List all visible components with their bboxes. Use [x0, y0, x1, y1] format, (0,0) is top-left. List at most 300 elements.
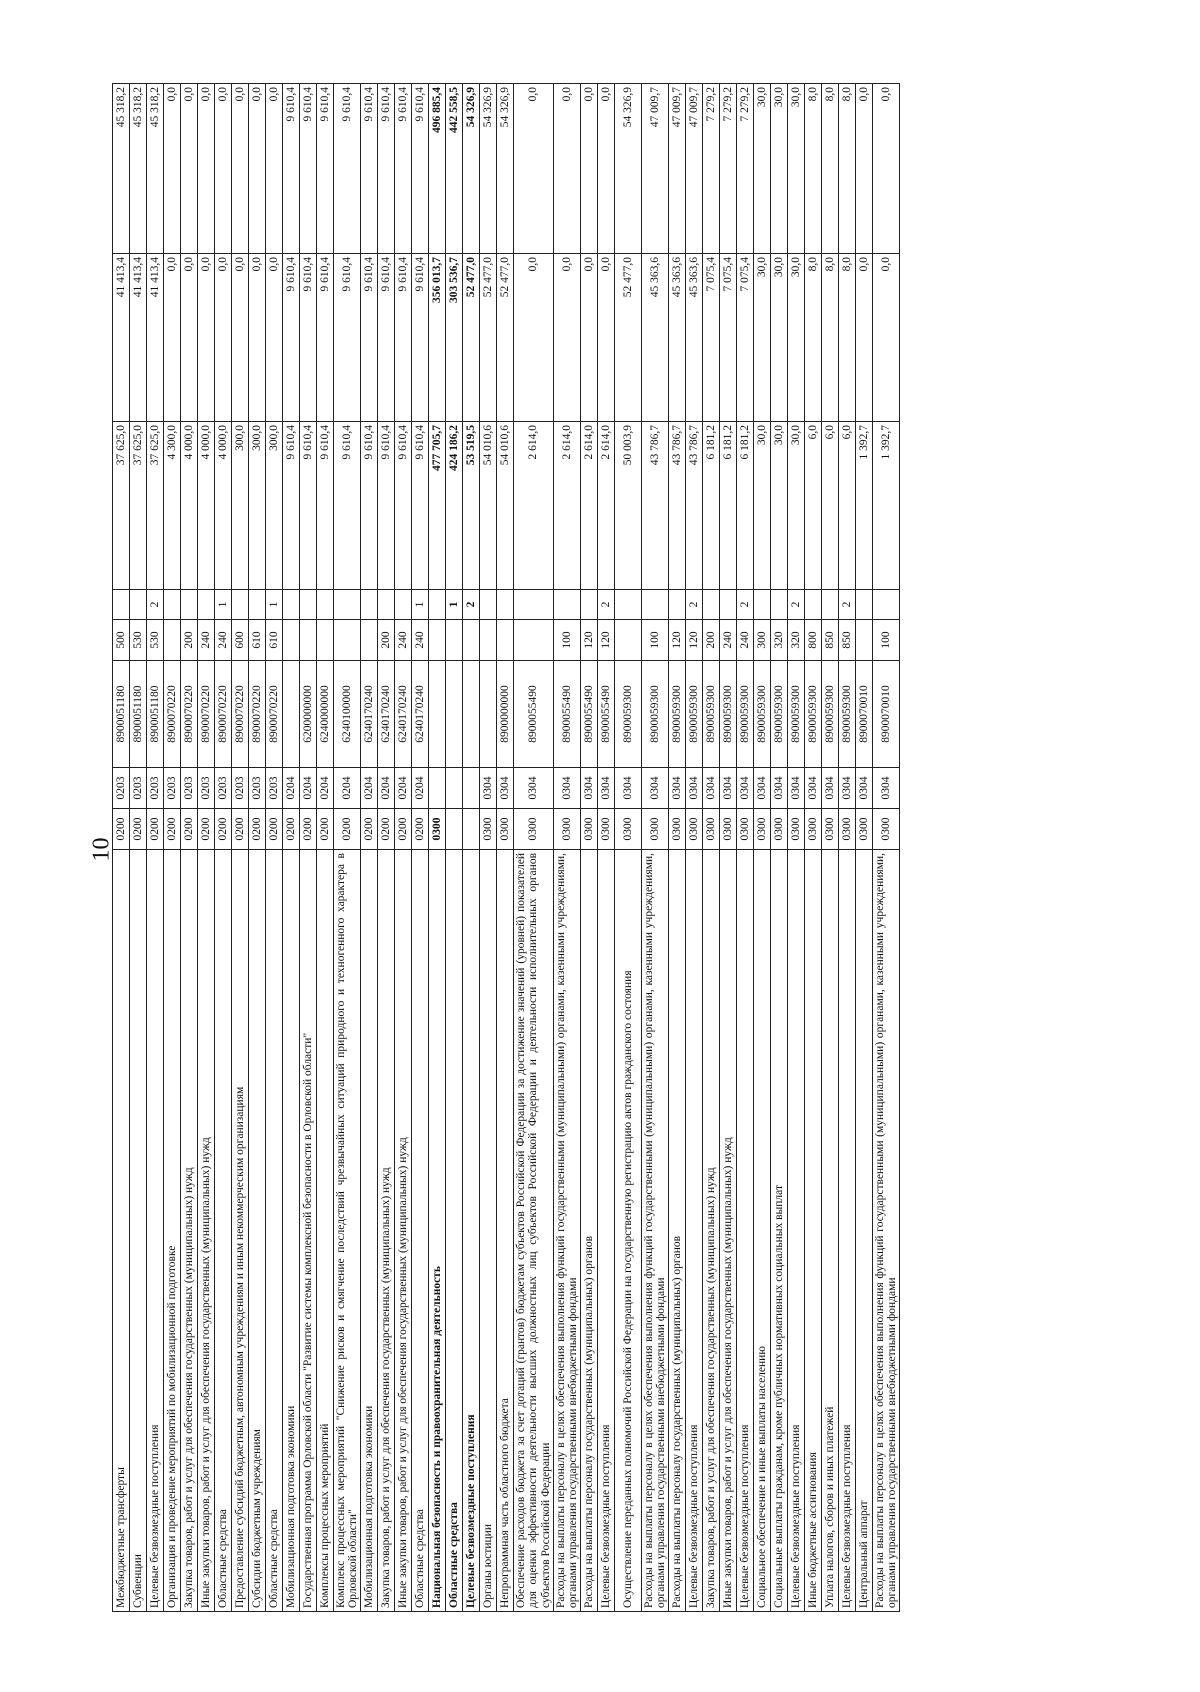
razdel [463, 809, 480, 850]
razdel: 0300 [805, 809, 822, 850]
source-code [130, 590, 147, 620]
row-name: Социальное обеспечение и иные выплаты населению [754, 850, 771, 1612]
target-article: 8900055490 [514, 661, 554, 768]
amount-year-3: 0,0 [232, 84, 249, 254]
razdel: 0200 [215, 809, 232, 850]
podrazdel: 0304 [771, 768, 788, 809]
amount-year-2: 9 610,4 [412, 254, 429, 422]
source-code [361, 590, 378, 620]
table-row [412, 84, 429, 1612]
razdel: 0300 [822, 809, 839, 850]
source-code [334, 590, 361, 620]
source-code [164, 590, 181, 620]
source-code: 1 [215, 590, 232, 620]
row-name: Субвенции [130, 850, 147, 1612]
podrazdel: 0203 [198, 768, 215, 809]
source-code: 2 [737, 590, 754, 620]
razdel: 0300 [429, 809, 446, 850]
razdel: 0200 [334, 809, 361, 850]
rotated-table-wrapper [112, 84, 1097, 1612]
row-name: Организация и проведение мероприятий по мобилизационной подготовке [164, 850, 181, 1612]
target-article: 8900059300 [839, 661, 856, 768]
amount-year-3: 45 318,2 [113, 84, 130, 254]
amount-year-2: 41 413,4 [113, 254, 130, 422]
razdel: 0300 [554, 809, 581, 850]
row-name: Расходы на выплаты персоналу государственных (муниципальных) органов [581, 850, 598, 1612]
table-row [130, 84, 147, 1612]
table-row [497, 84, 514, 1612]
podrazdel: 0204 [334, 768, 361, 809]
table-row [164, 84, 181, 1612]
podrazdel: 0304 [873, 768, 900, 809]
podrazdel: 0204 [283, 768, 300, 809]
amount-year-1: 2 614,0 [514, 422, 554, 590]
amount-year-1: 9 610,4 [378, 422, 395, 590]
amount-year-3: 0,0 [249, 84, 266, 254]
podrazdel: 0304 [839, 768, 856, 809]
amount-year-2: 0,0 [198, 254, 215, 422]
source-code: 2 [598, 590, 615, 620]
target-article: 8900055490 [581, 661, 598, 768]
target-article: 8900051180 [147, 661, 164, 768]
amount-year-2: 9 610,4 [378, 254, 395, 422]
amount-year-2: 0,0 [873, 254, 900, 422]
source-code [554, 590, 581, 620]
source-code [720, 590, 737, 620]
podrazdel: 0203 [181, 768, 198, 809]
row-name: Расходы на выплаты персоналу государственных (муниципальных) органов [669, 850, 686, 1612]
target-article: 6240100000 [334, 661, 361, 768]
amount-year-1: 4 300,0 [164, 422, 181, 590]
row-name: Социальные выплаты гражданам, кроме публичных нормативных социальных выплат [771, 850, 788, 1612]
row-name: Уплата налогов, сборов и иных платежей [822, 850, 839, 1612]
target-article [446, 661, 463, 768]
source-code [300, 590, 317, 620]
table-row [737, 84, 754, 1612]
expense-type: 240 [395, 620, 412, 661]
amount-year-3: 7 279,2 [720, 84, 737, 254]
amount-year-2: 9 610,4 [317, 254, 334, 422]
razdel: 0300 [669, 809, 686, 850]
expense-type: 200 [703, 620, 720, 661]
expense-type: 240 [198, 620, 215, 661]
razdel: 0300 [514, 809, 554, 850]
expense-type: 120 [598, 620, 615, 661]
amount-year-3: 0,0 [514, 84, 554, 254]
target-article [480, 661, 497, 768]
amount-year-2: 0,0 [856, 254, 873, 422]
source-code [429, 590, 446, 620]
podrazdel: 0304 [720, 768, 737, 809]
table-row [113, 84, 130, 1612]
source-code [581, 590, 598, 620]
table-row [642, 84, 669, 1612]
row-name: Целевые безвозмездные поступления [788, 850, 805, 1612]
podrazdel: 0204 [317, 768, 334, 809]
row-name: Комплексы процессных мероприятий [317, 850, 334, 1612]
razdel: 0300 [788, 809, 805, 850]
target-article: 8900059300 [642, 661, 669, 768]
expense-type [514, 620, 554, 661]
amount-year-3: 30,0 [788, 84, 805, 254]
podrazdel: 0304 [669, 768, 686, 809]
expense-type [615, 620, 642, 661]
table-row [873, 84, 900, 1612]
target-article: 8900070220 [181, 661, 198, 768]
amount-year-2: 30,0 [788, 254, 805, 422]
table-row [581, 84, 598, 1612]
expense-type: 530 [147, 620, 164, 661]
amount-year-3: 30,0 [754, 84, 771, 254]
expense-type: 600 [232, 620, 249, 661]
row-name: Иные закупки товаров, работ и услуг для обеспечения государственных (муниципальных) нужд [720, 850, 737, 1612]
podrazdel: 0203 [164, 768, 181, 809]
amount-year-1: 300,0 [249, 422, 266, 590]
amount-year-1: 6 181,2 [737, 422, 754, 590]
source-code: 2 [686, 590, 703, 620]
row-name: Иные бюджетные ассигнования [805, 850, 822, 1612]
source-code [805, 590, 822, 620]
expense-type: 200 [181, 620, 198, 661]
source-code [754, 590, 771, 620]
podrazdel: 0304 [805, 768, 822, 809]
source-code [771, 590, 788, 620]
table-row [395, 84, 412, 1612]
row-name: Межбюджетные трансферты [113, 850, 130, 1612]
amount-year-1: 6,0 [839, 422, 856, 590]
amount-year-1: 300,0 [266, 422, 283, 590]
amount-year-1: 2 614,0 [598, 422, 615, 590]
amount-year-3: 0,0 [856, 84, 873, 254]
amount-year-1: 43 786,7 [642, 422, 669, 590]
expense-type: 320 [771, 620, 788, 661]
table-row [446, 84, 463, 1612]
table-row [480, 84, 497, 1612]
amount-year-3: 8,0 [822, 84, 839, 254]
row-name: Непрограммная часть областного бюджета [497, 850, 514, 1612]
razdel: 0300 [839, 809, 856, 850]
amount-year-2: 0,0 [232, 254, 249, 422]
table-row [703, 84, 720, 1612]
target-article: 8900000000 [497, 661, 514, 768]
amount-year-1: 477 705,7 [429, 422, 446, 590]
expense-type: 120 [669, 620, 686, 661]
amount-year-2: 41 413,4 [147, 254, 164, 422]
amount-year-3: 9 610,4 [334, 84, 361, 254]
amount-year-3: 47 009,7 [686, 84, 703, 254]
expense-type [317, 620, 334, 661]
amount-year-2: 30,0 [754, 254, 771, 422]
amount-year-1: 9 610,4 [395, 422, 412, 590]
amount-year-1: 37 625,0 [147, 422, 164, 590]
target-article [283, 661, 300, 768]
razdel: 0300 [615, 809, 642, 850]
amount-year-2: 9 610,4 [300, 254, 317, 422]
expense-type: 120 [686, 620, 703, 661]
table-row [378, 84, 395, 1612]
razdel: 0300 [686, 809, 703, 850]
row-name: Предоставление субсидий бюджетным, автономным учреждениям и иным некоммерческим организациям [232, 850, 249, 1612]
target-article: 8900059300 [737, 661, 754, 768]
razdel: 0200 [249, 809, 266, 850]
table-row [300, 84, 317, 1612]
amount-year-2: 0,0 [249, 254, 266, 422]
podrazdel: 0203 [113, 768, 130, 809]
razdel: 0200 [361, 809, 378, 850]
target-article: 8900055490 [554, 661, 581, 768]
amount-year-2: 356 013,7 [429, 254, 446, 422]
amount-year-3: 0,0 [266, 84, 283, 254]
expense-type [283, 620, 300, 661]
row-name: Областные средства [446, 850, 463, 1612]
budget-table-body [113, 84, 900, 1612]
amount-year-2: 8,0 [822, 254, 839, 422]
target-article: 6200000000 [300, 661, 317, 768]
amount-year-2: 45 363,6 [669, 254, 686, 422]
razdel [446, 809, 463, 850]
amount-year-1: 4 000,0 [215, 422, 232, 590]
razdel: 0200 [232, 809, 249, 850]
razdel: 0300 [497, 809, 514, 850]
target-article: 6240170240 [378, 661, 395, 768]
target-article: 8900059300 [805, 661, 822, 768]
target-article: 8900059300 [822, 661, 839, 768]
amount-year-1: 9 610,4 [317, 422, 334, 590]
podrazdel: 0204 [300, 768, 317, 809]
amount-year-1: 54 010,6 [480, 422, 497, 590]
target-article: 8900070010 [856, 661, 873, 768]
podrazdel: 0304 [856, 768, 873, 809]
amount-year-3: 9 610,4 [361, 84, 378, 254]
source-code [514, 590, 554, 620]
amount-year-1: 9 610,4 [300, 422, 317, 590]
expense-type: 100 [873, 620, 900, 661]
table-row [771, 84, 788, 1612]
amount-year-3: 54 326,9 [463, 84, 480, 254]
podrazdel: 0304 [598, 768, 615, 809]
amount-year-2: 45 363,6 [686, 254, 703, 422]
expense-type [856, 620, 873, 661]
budget-table [112, 83, 900, 1612]
expense-type: 530 [130, 620, 147, 661]
table-row [615, 84, 642, 1612]
amount-year-1: 9 610,4 [412, 422, 429, 590]
amount-year-1: 9 610,4 [283, 422, 300, 590]
podrazdel: 0304 [822, 768, 839, 809]
target-article: 8900059300 [686, 661, 703, 768]
razdel: 0300 [856, 809, 873, 850]
podrazdel: 0304 [754, 768, 771, 809]
podrazdel: 0203 [232, 768, 249, 809]
amount-year-3: 45 318,2 [130, 84, 147, 254]
row-name: Областные средства [412, 850, 429, 1612]
amount-year-2: 0,0 [554, 254, 581, 422]
source-code [822, 590, 839, 620]
razdel: 0200 [283, 809, 300, 850]
razdel: 0300 [873, 809, 900, 850]
expense-type: 240 [412, 620, 429, 661]
amount-year-3: 54 326,9 [480, 84, 497, 254]
amount-year-3: 30,0 [771, 84, 788, 254]
target-article [463, 661, 480, 768]
amount-year-3: 8,0 [805, 84, 822, 254]
amount-year-1: 30,0 [771, 422, 788, 590]
row-name: Областные средства [215, 850, 232, 1612]
table-row [788, 84, 805, 1612]
table-row [856, 84, 873, 1612]
podrazdel: 0304 [497, 768, 514, 809]
target-article: 8900070010 [873, 661, 900, 768]
target-article: 8900055490 [598, 661, 615, 768]
table-row [554, 84, 581, 1612]
target-article: 6240170240 [361, 661, 378, 768]
expense-type [361, 620, 378, 661]
row-name: Мобилизационная подготовка экономики [283, 850, 300, 1612]
target-article: 8900051180 [130, 661, 147, 768]
amount-year-1: 9 610,4 [334, 422, 361, 590]
target-article: 8900059300 [771, 661, 788, 768]
podrazdel: 0304 [480, 768, 497, 809]
amount-year-3: 0,0 [198, 84, 215, 254]
source-code [232, 590, 249, 620]
expense-type [446, 620, 463, 661]
amount-year-3: 45 318,2 [147, 84, 164, 254]
razdel: 0200 [113, 809, 130, 850]
target-article: 8900070220 [164, 661, 181, 768]
table-row [215, 84, 232, 1612]
source-code [615, 590, 642, 620]
podrazdel: 0304 [514, 768, 554, 809]
source-code: 2 [839, 590, 856, 620]
razdel: 0200 [395, 809, 412, 850]
amount-year-1: 43 786,7 [669, 422, 686, 590]
amount-year-2: 0,0 [581, 254, 598, 422]
amount-year-1: 1 392,7 [873, 422, 900, 590]
podrazdel: 0304 [642, 768, 669, 809]
source-code [480, 590, 497, 620]
expense-type: 300 [754, 620, 771, 661]
expense-type: 200 [378, 620, 395, 661]
amount-year-3: 7 279,2 [737, 84, 754, 254]
amount-year-2: 7 075,4 [720, 254, 737, 422]
podrazdel [463, 768, 480, 809]
podrazdel: 0304 [737, 768, 754, 809]
target-article: 8900059300 [788, 661, 805, 768]
row-name: Обеспечение расходов бюджета за счет дотаций (грантов) бюджетам субъектов Российской Федерации за достижение значений (уровней) показателей для оценки эффективности деятельности высших должностных лиц субъектов Российской Федерации и деятельности исполнительных органов субъектов Российской Федерации [514, 850, 554, 1612]
amount-year-2: 9 610,4 [361, 254, 378, 422]
target-article: 8900070220 [232, 661, 249, 768]
podrazdel: 0204 [395, 768, 412, 809]
amount-year-3: 8,0 [839, 84, 856, 254]
table-row [266, 84, 283, 1612]
table-row [429, 84, 446, 1612]
table-row [598, 84, 615, 1612]
razdel: 0200 [147, 809, 164, 850]
row-name: Областные средства [266, 850, 283, 1612]
amount-year-3: 9 610,4 [283, 84, 300, 254]
amount-year-2: 45 363,6 [642, 254, 669, 422]
amount-year-3: 9 610,4 [317, 84, 334, 254]
amount-year-3: 0,0 [215, 84, 232, 254]
podrazdel: 0204 [361, 768, 378, 809]
target-article: 8900059300 [754, 661, 771, 768]
row-name: Закупка товаров, работ и услуг для обеспечения государственных (муниципальных) нужд [181, 850, 198, 1612]
expense-type [334, 620, 361, 661]
source-code [669, 590, 686, 620]
target-article: 8900059300 [703, 661, 720, 768]
podrazdel: 0304 [615, 768, 642, 809]
podrazdel: 0203 [266, 768, 283, 809]
row-name: Комплекс процессных мероприятий "Снижение рисков и смягчение последствий чрезвычайных ситуаций природного и техногенного характера в Орловской области" [334, 850, 361, 1612]
expense-type: 850 [822, 620, 839, 661]
amount-year-3: 9 610,4 [395, 84, 412, 254]
amount-year-3: 7 279,2 [703, 84, 720, 254]
target-article: 8900070220 [266, 661, 283, 768]
amount-year-2: 41 413,4 [130, 254, 147, 422]
amount-year-3: 0,0 [554, 84, 581, 254]
podrazdel: 0304 [686, 768, 703, 809]
amount-year-2: 0,0 [215, 254, 232, 422]
table-row [754, 84, 771, 1612]
source-code [378, 590, 395, 620]
source-code: 2 [147, 590, 164, 620]
row-name: Закупка товаров, работ и услуг для обеспечения государственных (муниципальных) нужд [703, 850, 720, 1612]
source-code: 1 [412, 590, 429, 620]
table-row [249, 84, 266, 1612]
razdel: 0200 [317, 809, 334, 850]
table-row [181, 84, 198, 1612]
row-name: Целевые безвозмездные поступления [737, 850, 754, 1612]
podrazdel: 0204 [378, 768, 395, 809]
target-article: 8900070220 [215, 661, 232, 768]
source-code [198, 590, 215, 620]
amount-year-1: 43 786,7 [686, 422, 703, 590]
razdel: 0300 [737, 809, 754, 850]
expense-type: 500 [113, 620, 130, 661]
source-code [497, 590, 514, 620]
source-code [703, 590, 720, 620]
source-code [395, 590, 412, 620]
amount-year-1: 2 614,0 [554, 422, 581, 590]
row-name: Закупка товаров, работ и услуг для обеспечения государственных (муниципальных) нужд [378, 850, 395, 1612]
table-row [669, 84, 686, 1612]
amount-year-2: 0,0 [164, 254, 181, 422]
amount-year-2: 8,0 [805, 254, 822, 422]
razdel: 0300 [720, 809, 737, 850]
amount-year-1: 424 186,2 [446, 422, 463, 590]
source-code [283, 590, 300, 620]
target-article: 6240170240 [395, 661, 412, 768]
source-code: 1 [266, 590, 283, 620]
amount-year-3: 442 558,5 [446, 84, 463, 254]
podrazdel: 0203 [215, 768, 232, 809]
podrazdel: 0204 [412, 768, 429, 809]
amount-year-1: 30,0 [788, 422, 805, 590]
razdel: 0200 [198, 809, 215, 850]
row-name: Иные закупки товаров, работ и услуг для обеспечения государственных (муниципальных) нужд [198, 850, 215, 1612]
table-row [283, 84, 300, 1612]
amount-year-1: 53 519,5 [463, 422, 480, 590]
razdel: 0200 [412, 809, 429, 850]
amount-year-2: 0,0 [266, 254, 283, 422]
row-name: Целевые безвозмездные поступления [463, 850, 480, 1612]
row-name: Целевые безвозмездные поступления [598, 850, 615, 1612]
row-name: Расходы на выплаты персоналу в целях обеспечения выполнения функций государственными (муниципальными) органами, казенными учреждениями, органами управления государственными внебюджетными фондами [873, 850, 900, 1612]
page-number: 10 [88, 837, 115, 862]
table-row [147, 84, 164, 1612]
amount-year-3: 0,0 [873, 84, 900, 254]
podrazdel: 0304 [554, 768, 581, 809]
